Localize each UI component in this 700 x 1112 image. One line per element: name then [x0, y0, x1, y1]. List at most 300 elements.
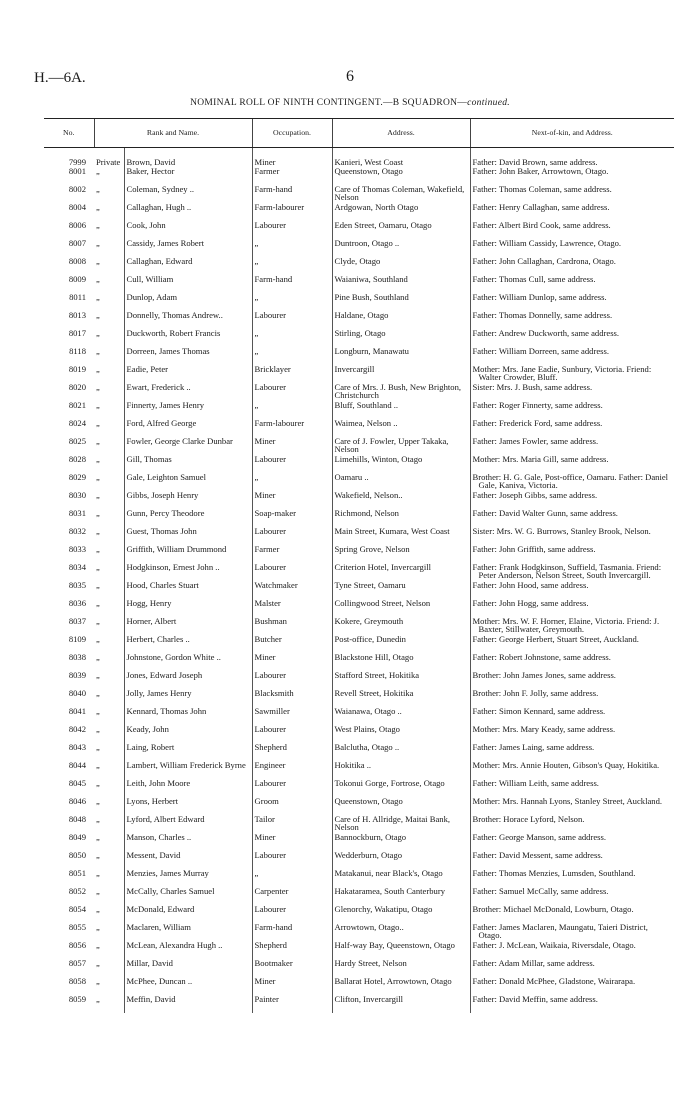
- row-rank: „: [96, 616, 100, 626]
- table-row: [44, 365, 674, 383]
- table-row: [44, 743, 674, 761]
- row-name: McCally, Charles Samuel: [124, 887, 252, 905]
- row-number: 8058: [68, 976, 86, 986]
- row-rank: „: [96, 940, 100, 950]
- row-name: Maclaren, William: [124, 923, 252, 941]
- row-name: Dorreen, James Thomas: [124, 347, 252, 365]
- row-next-of-kin: Father: David Meffin, same address.: [470, 995, 674, 1013]
- row-number: 8028: [68, 454, 86, 464]
- row-number: 8048: [68, 814, 86, 824]
- row-address: Matakanui, near Black's, Otago: [332, 869, 470, 887]
- row-number: 8011: [69, 292, 86, 302]
- row-number: 8055: [68, 922, 86, 932]
- row-number: 8044: [68, 760, 86, 770]
- title-suffix: continued.: [467, 98, 510, 108]
- row-address: Bluff, Southland ..: [332, 401, 470, 419]
- row-name: Lambert, William Frederick Byrne: [124, 761, 252, 779]
- row-rank: „: [96, 382, 100, 392]
- row-name: Jones, Edward Joseph: [124, 671, 252, 689]
- row-next-of-kin: Father: John Griffith, same address.: [470, 545, 674, 563]
- row-rank: „: [96, 868, 100, 878]
- row-name: Callaghan, Edward: [124, 257, 252, 275]
- table-row: [44, 311, 674, 329]
- row-number: 8024: [68, 418, 86, 428]
- row-address: Arrowtown, Otago..: [332, 923, 470, 941]
- row-name: Lyford, Albert Edward: [124, 815, 252, 833]
- row-rank: „: [96, 328, 100, 338]
- row-next-of-kin: Father: William Leith, same address.: [470, 779, 674, 797]
- row-number: 8020: [68, 382, 86, 392]
- table-row: [44, 419, 674, 437]
- row-number: 8042: [68, 724, 86, 734]
- table-row: [44, 689, 674, 707]
- row-address: Spring Grove, Nelson: [332, 545, 470, 563]
- row-next-of-kin: Father: William Cassidy, Lawrence, Otago.: [470, 239, 674, 257]
- row-number: 8009: [68, 274, 86, 284]
- row-number: 8035: [68, 580, 86, 590]
- table-row: [44, 167, 674, 185]
- row-address: Care of Mrs. J. Bush, New Brighton, Christchurch: [332, 383, 470, 401]
- table-row: [44, 437, 674, 455]
- row-occupation: Carpenter: [252, 887, 332, 905]
- row-number: 8040: [68, 688, 86, 698]
- row-next-of-kin: Father: Donald McPhee, Gladstone, Wairarapa.: [470, 977, 674, 995]
- table-row: [44, 995, 674, 1013]
- row-occupation: Labourer: [252, 527, 332, 545]
- row-name: Brown, David: [124, 148, 252, 167]
- row-occupation: Tailor: [252, 815, 332, 833]
- row-number: 8033: [68, 544, 86, 554]
- table-row: [44, 275, 674, 293]
- row-number: 8021: [68, 400, 86, 410]
- table-row: [44, 671, 674, 689]
- row-name: Kennard, Thomas John: [124, 707, 252, 725]
- table-row: [44, 869, 674, 887]
- row-occupation: Shepherd: [252, 743, 332, 761]
- row-address: Wedderburn, Otago: [332, 851, 470, 869]
- row-address: Stafford Street, Hokitika: [332, 671, 470, 689]
- table-row: [44, 887, 674, 905]
- row-number: 8046: [68, 796, 86, 806]
- row-name: Lyons, Herbert: [124, 797, 252, 815]
- row-address: Main Street, Kumara, West Coast: [332, 527, 470, 545]
- row-rank: „: [96, 742, 100, 752]
- row-occupation: Soap-maker: [252, 509, 332, 527]
- row-name: Laing, Robert: [124, 743, 252, 761]
- table-row: [44, 293, 674, 311]
- row-occupation: Labourer: [252, 851, 332, 869]
- row-rank: „: [96, 292, 100, 302]
- row-number: 8019: [68, 364, 86, 374]
- col-header-no: No.: [44, 119, 94, 148]
- table-row: [44, 563, 674, 581]
- row-rank: „: [96, 598, 100, 608]
- table-row: [44, 527, 674, 545]
- row-next-of-kin: Mother: Mrs. Maria Gill, same address.: [470, 455, 674, 473]
- row-occupation: Miner: [252, 148, 332, 167]
- table-row: [44, 815, 674, 833]
- row-rank: „: [96, 814, 100, 824]
- row-name: Hodgkinson, Ernest John ..: [124, 563, 252, 581]
- row-name: Hogg, Henry: [124, 599, 252, 617]
- row-next-of-kin: Father: David Walter Gunn, same address.: [470, 509, 674, 527]
- row-occupation: Labourer: [252, 311, 332, 329]
- table-row: [44, 239, 674, 257]
- row-address: Haldane, Otago: [332, 311, 470, 329]
- row-rank: „: [96, 166, 100, 176]
- row-rank: „: [96, 454, 100, 464]
- row-rank: „: [96, 256, 100, 266]
- col-header-occupation: Occupation.: [252, 119, 332, 148]
- row-number: 8017: [68, 328, 86, 338]
- row-name: Millar, David: [124, 959, 252, 977]
- table-row: [44, 833, 674, 851]
- row-name: Finnerty, James Henry: [124, 401, 252, 419]
- row-rank: „: [96, 796, 100, 806]
- row-address: Limehills, Winton, Otago: [332, 455, 470, 473]
- row-number: 8059: [68, 994, 86, 1004]
- row-next-of-kin: Father: Samuel McCally, same address.: [470, 887, 674, 905]
- row-next-of-kin: Father: David Brown, same address.: [470, 148, 674, 167]
- row-rank: „: [96, 634, 100, 644]
- row-rank: „: [96, 580, 100, 590]
- row-rank: „: [96, 418, 100, 428]
- row-next-of-kin: Father: Albert Bird Cook, same address.: [470, 221, 674, 239]
- row-next-of-kin: Father: James Maclaren, Maungatu, Taieri District, Otago.: [470, 923, 674, 941]
- row-address: Hardy Street, Nelson: [332, 959, 470, 977]
- row-name: Duckworth, Robert Francis: [124, 329, 252, 347]
- row-next-of-kin: Father: Frank Hodgkinson, Suffield, Tasmania. Friend: Peter Anderson, Nelson Street, South Invercargill.: [470, 563, 674, 581]
- row-rank: „: [96, 220, 100, 230]
- row-occupation: Labourer: [252, 725, 332, 743]
- row-occupation: „: [252, 347, 332, 365]
- row-occupation: Sawmiller: [252, 707, 332, 725]
- row-next-of-kin: Mother: Mrs. Hannah Lyons, Stanley Street, Auckland.: [470, 797, 674, 815]
- row-occupation: Farm-labourer: [252, 419, 332, 437]
- row-occupation: Labourer: [252, 455, 332, 473]
- row-number: 8056: [68, 940, 86, 950]
- row-name: Griffith, William Drummond: [124, 545, 252, 563]
- row-name: Leith, John Moore: [124, 779, 252, 797]
- table-row: [44, 581, 674, 599]
- row-address: Waianiwa, Southland: [332, 275, 470, 293]
- row-name: Keady, John: [124, 725, 252, 743]
- row-address: Duntroon, Otago ..: [332, 239, 470, 257]
- row-rank: „: [96, 688, 100, 698]
- row-rank: „: [96, 238, 100, 248]
- row-number: 8032: [68, 526, 86, 536]
- row-address: Hokitika ..: [332, 761, 470, 779]
- row-address: Waimea, Nelson ..: [332, 419, 470, 437]
- table-row: [44, 797, 674, 815]
- row-rank: „: [96, 490, 100, 500]
- row-number: 8030: [68, 490, 86, 500]
- row-name: Johnstone, Gordon White ..: [124, 653, 252, 671]
- row-rank: „: [96, 436, 100, 446]
- table-row: [44, 221, 674, 239]
- row-number: 8039: [68, 670, 86, 680]
- row-next-of-kin: Brother: Michael McDonald, Lowburn, Otago.: [470, 905, 674, 923]
- row-next-of-kin: Father: William Dunlop, same address.: [470, 293, 674, 311]
- page-number: 6: [346, 68, 354, 85]
- table-row: [44, 959, 674, 977]
- table-row: [44, 401, 674, 419]
- row-number: 8118: [69, 346, 86, 356]
- row-number: 8007: [68, 238, 86, 248]
- row-next-of-kin: Mother: Mrs. Mary Keady, same address.: [470, 725, 674, 743]
- row-name: Cull, William: [124, 275, 252, 293]
- row-address: Oamaru ..: [332, 473, 470, 491]
- table-row: [44, 545, 674, 563]
- row-address: Care of H. Allridge, Maitai Bank, Nelson: [332, 815, 470, 833]
- row-name: Guest, Thomas John: [124, 527, 252, 545]
- row-address: Tyne Street, Oamaru: [332, 581, 470, 599]
- row-number: 8006: [68, 220, 86, 230]
- table-row: [44, 599, 674, 617]
- row-address: Queenstown, Otago: [332, 797, 470, 815]
- row-next-of-kin: Father: Roger Finnerty, same address.: [470, 401, 674, 419]
- row-rank: „: [96, 958, 100, 968]
- table-row: [44, 761, 674, 779]
- row-rank: „: [96, 724, 100, 734]
- col-header-rank-name: Rank and Name.: [94, 119, 252, 148]
- page-title: [0, 98, 700, 108]
- row-occupation: Farmer: [252, 545, 332, 563]
- row-rank: „: [96, 562, 100, 572]
- row-number: 8045: [68, 778, 86, 788]
- row-occupation: „: [252, 329, 332, 347]
- table-row: [44, 977, 674, 995]
- row-occupation: Labourer: [252, 779, 332, 797]
- row-occupation: Labourer: [252, 221, 332, 239]
- row-next-of-kin: Father: Simon Kennard, same address.: [470, 707, 674, 725]
- row-address: Revell Street, Hokitika: [332, 689, 470, 707]
- row-next-of-kin: Father: George Manson, same address.: [470, 833, 674, 851]
- row-occupation: Engineer: [252, 761, 332, 779]
- row-rank: „: [96, 526, 100, 536]
- row-occupation: Labourer: [252, 671, 332, 689]
- row-address: Glenorchy, Wakatipu, Otago: [332, 905, 470, 923]
- row-name: Gunn, Percy Theodore: [124, 509, 252, 527]
- row-rank: „: [96, 976, 100, 986]
- row-occupation: Farm-hand: [252, 185, 332, 203]
- row-next-of-kin: Father: J. McLean, Waikaia, Riversdale, Otago.: [470, 941, 674, 959]
- row-rank: „: [96, 400, 100, 410]
- table-row: [44, 923, 674, 941]
- row-address: Eden Street, Oamaru, Otago: [332, 221, 470, 239]
- table-row: [44, 653, 674, 671]
- row-rank: „: [96, 670, 100, 680]
- row-next-of-kin: Father: William Dorreen, same address.: [470, 347, 674, 365]
- row-number: 8049: [68, 832, 86, 842]
- row-number: 8051: [68, 868, 86, 878]
- row-next-of-kin: Father: John Callaghan, Cardrona, Otago.: [470, 257, 674, 275]
- row-address: Half-way Bay, Queenstown, Otago: [332, 941, 470, 959]
- row-name: Dunlop, Adam: [124, 293, 252, 311]
- row-number: 8052: [68, 886, 86, 896]
- row-rank: „: [96, 760, 100, 770]
- row-rank: „: [96, 508, 100, 518]
- row-next-of-kin: Father: John Baker, Arrowtown, Otago.: [470, 167, 674, 185]
- table-row: [44, 473, 674, 491]
- row-name: Meffin, David: [124, 995, 252, 1013]
- row-name: Donnelly, Thomas Andrew..: [124, 311, 252, 329]
- row-number: 8031: [68, 508, 86, 518]
- row-name: Manson, Charles ..: [124, 833, 252, 851]
- row-occupation: „: [252, 239, 332, 257]
- row-name: Baker, Hector: [124, 167, 252, 185]
- row-occupation: Miner: [252, 653, 332, 671]
- table-row: [44, 941, 674, 959]
- row-rank: „: [96, 184, 100, 194]
- row-rank: „: [96, 346, 100, 356]
- row-rank: „: [96, 706, 100, 716]
- row-next-of-kin: Father: Adam Millar, same address.: [470, 959, 674, 977]
- table-row: [44, 617, 674, 635]
- row-name: Fowler, George Clarke Dunbar: [124, 437, 252, 455]
- table-row: [44, 455, 674, 473]
- row-occupation: Butcher: [252, 635, 332, 653]
- row-name: Ewart, Frederick ..: [124, 383, 252, 401]
- row-number: 8109: [68, 634, 86, 644]
- row-rank: „: [96, 274, 100, 284]
- row-address: Queenstown, Otago: [332, 167, 470, 185]
- row-number: 8043: [68, 742, 86, 752]
- row-occupation: „: [252, 293, 332, 311]
- row-occupation: Farmer: [252, 167, 332, 185]
- row-rank: „: [96, 310, 100, 320]
- row-next-of-kin: Mother: Mrs. Annie Houten, Gibson's Quay, Hokitika.: [470, 761, 674, 779]
- row-occupation: Watchmaker: [252, 581, 332, 599]
- row-occupation: Labourer: [252, 905, 332, 923]
- table-row: [44, 491, 674, 509]
- row-occupation: Miner: [252, 437, 332, 455]
- row-occupation: Shepherd: [252, 941, 332, 959]
- table-row: [44, 779, 674, 797]
- row-occupation: Farm-hand: [252, 275, 332, 293]
- row-address: Tokonui Gorge, Fortrose, Otago: [332, 779, 470, 797]
- row-next-of-kin: Brother: John F. Jolly, same address.: [470, 689, 674, 707]
- row-address: Blackstone Hill, Otago: [332, 653, 470, 671]
- row-occupation: Malster: [252, 599, 332, 617]
- row-occupation: Farm-hand: [252, 923, 332, 941]
- row-rank: „: [96, 202, 100, 212]
- row-address: Ballarat Hotel, Arrowtown, Otago: [332, 977, 470, 995]
- table-row: [44, 725, 674, 743]
- row-address: Criterion Hotel, Invercargill: [332, 563, 470, 581]
- row-next-of-kin: Father: David Messent, same address.: [470, 851, 674, 869]
- row-name: Herbert, Charles ..: [124, 635, 252, 653]
- row-occupation: „: [252, 257, 332, 275]
- row-occupation: „: [252, 401, 332, 419]
- row-rank: „: [96, 652, 100, 662]
- row-name: Eadie, Peter: [124, 365, 252, 383]
- row-next-of-kin: Mother: Mrs. Jane Eadie, Sunbury, Victoria. Friend: Walter Crowder, Bluff.: [470, 365, 674, 383]
- row-address: Balclutha, Otago ..: [332, 743, 470, 761]
- row-address: Clifton, Invercargill: [332, 995, 470, 1013]
- row-rank: „: [96, 778, 100, 788]
- row-address: Richmond, Nelson: [332, 509, 470, 527]
- table-row: [44, 257, 674, 275]
- row-address: Collingwood Street, Nelson: [332, 599, 470, 617]
- table-row: [44, 707, 674, 725]
- row-name: Horner, Albert: [124, 617, 252, 635]
- row-occupation: Labourer: [252, 383, 332, 401]
- row-next-of-kin: Brother: H. G. Gale, Post-office, Oamaru. Father: Daniel Gale, Kaniva, Victoria.: [470, 473, 674, 491]
- row-address: Pine Bush, Southland: [332, 293, 470, 311]
- row-name: McDonald, Edward: [124, 905, 252, 923]
- row-rank: „: [96, 850, 100, 860]
- row-name: Cook, John: [124, 221, 252, 239]
- row-occupation: Blacksmith: [252, 689, 332, 707]
- row-rank: „: [96, 886, 100, 896]
- row-occupation: „: [252, 473, 332, 491]
- row-number: 8029: [68, 472, 86, 482]
- row-next-of-kin: Brother: John James Jones, same address.: [470, 671, 674, 689]
- row-name: Cassidy, James Robert: [124, 239, 252, 257]
- table-row: [44, 347, 674, 365]
- table-row: [44, 509, 674, 527]
- row-next-of-kin: Father: Thomas Coleman, same address.: [470, 185, 674, 203]
- row-number: 8004: [68, 202, 86, 212]
- row-rank: „: [96, 904, 100, 914]
- title-main: NOMINAL ROLL OF NINTH CONTINGENT.—B SQUADRON—: [190, 98, 468, 108]
- row-next-of-kin: Father: Thomas Cull, same address.: [470, 275, 674, 293]
- row-name: Callaghan, Hugh ..: [124, 203, 252, 221]
- row-address: Stirling, Otago: [332, 329, 470, 347]
- row-address: Longburn, Manawatu: [332, 347, 470, 365]
- row-name: Jolly, James Henry: [124, 689, 252, 707]
- row-occupation: Painter: [252, 995, 332, 1013]
- row-name: Menzies, James Murray: [124, 869, 252, 887]
- row-address: Invercargill: [332, 365, 470, 383]
- row-next-of-kin: Sister: Mrs. W. G. Burrows, Stanley Brook, Nelson.: [470, 527, 674, 545]
- row-address: Care of J. Fowler, Upper Takaka, Nelson: [332, 437, 470, 455]
- table-row: [44, 203, 674, 221]
- row-rank: „: [96, 364, 100, 374]
- table-row: [44, 185, 674, 203]
- row-name: McPhee, Duncan ..: [124, 977, 252, 995]
- row-address: Post-office, Dunedin: [332, 635, 470, 653]
- row-number: 8037: [68, 616, 86, 626]
- row-address: Care of Thomas Coleman, Wakefield, Nelson: [332, 185, 470, 203]
- row-next-of-kin: Father: Frederick Ford, same address.: [470, 419, 674, 437]
- row-rank: „: [96, 832, 100, 842]
- row-next-of-kin: Father: Robert Johnstone, same address.: [470, 653, 674, 671]
- table-row: [44, 851, 674, 869]
- col-header-address: Address.: [332, 119, 470, 148]
- row-number: 8002: [68, 184, 86, 194]
- row-number: 8013: [68, 310, 86, 320]
- row-next-of-kin: Father: James Fowler, same address.: [470, 437, 674, 455]
- row-name: McLean, Alexandra Hugh ..: [124, 941, 252, 959]
- row-number: 8036: [68, 598, 86, 608]
- row-name: Gale, Leighton Samuel: [124, 473, 252, 491]
- row-next-of-kin: Sister: Mrs. J. Bush, same address.: [470, 383, 674, 401]
- row-address: Ardgowan, North Otago: [332, 203, 470, 221]
- col-header-next-of-kin: Next-of-kin, and Address.: [470, 119, 674, 148]
- row-number: 8057: [68, 958, 86, 968]
- row-occupation: Miner: [252, 833, 332, 851]
- row-next-of-kin: Brother: Horace Lyford, Nelson.: [470, 815, 674, 833]
- table-row: [44, 905, 674, 923]
- row-name: Ford, Alfred George: [124, 419, 252, 437]
- row-name: Hood, Charles Stuart: [124, 581, 252, 599]
- row-next-of-kin: Father: George Herbert, Stuart Street, Auckland.: [470, 635, 674, 653]
- row-occupation: Miner: [252, 491, 332, 509]
- row-next-of-kin: Father: John Hood, same address.: [470, 581, 674, 599]
- row-number: 7999: [68, 157, 86, 167]
